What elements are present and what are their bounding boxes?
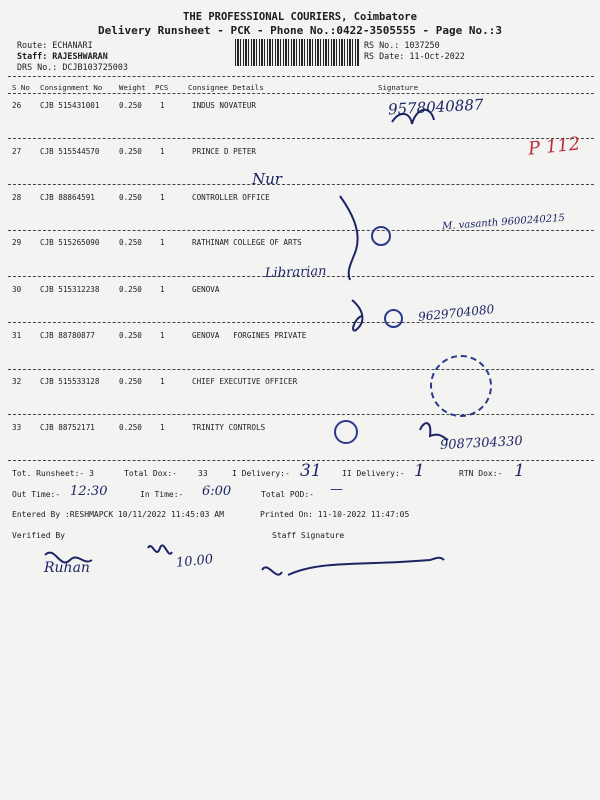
row-sno: 28 xyxy=(12,193,22,202)
drs-label: DRS No.: DCJB103725003 xyxy=(17,62,128,72)
row-pcs: 1 xyxy=(160,147,165,156)
row-weight: 0.250 xyxy=(119,377,142,386)
verifier-time: 10.00 xyxy=(175,552,214,571)
row-sno: 32 xyxy=(12,377,22,386)
staff-label: Staff: RAJESHWARAN xyxy=(17,51,108,61)
col-header-sno: S No xyxy=(12,83,30,92)
row-weight: 0.250 xyxy=(119,147,142,156)
col-header-signature: Signature xyxy=(378,83,419,92)
handwritten-phone: 9578040887 xyxy=(387,95,484,119)
row-consignee: RATHINAM COLLEGE OF ARTS xyxy=(192,238,302,247)
out-time-value: 12:30 xyxy=(70,484,108,499)
i-delivery-label: I Delivery:- xyxy=(232,469,290,478)
row-pcs: 1 xyxy=(160,101,165,110)
row-pcs: 1 xyxy=(160,285,165,294)
row-consignee: GENOVA FORGINES PRIVATE xyxy=(192,331,307,340)
staff-signature-label: Staff Signature xyxy=(272,531,345,540)
row-weight: 0.250 xyxy=(119,193,142,202)
handwritten-mark: P 112 xyxy=(527,133,582,160)
verifier-signature: Ruhan xyxy=(44,560,90,576)
row-pcs: 1 xyxy=(160,331,165,340)
stamp-seal xyxy=(384,309,403,328)
handwritten-phone: 9087304330 xyxy=(439,433,524,454)
i-delivery-value: 31 xyxy=(300,461,322,481)
rtn-dox-value: 1 xyxy=(514,461,525,481)
row-consignee: PRINCE D PETER xyxy=(192,147,257,156)
row-pcs: 1 xyxy=(160,193,165,202)
row-consignment: CJB 515312238 xyxy=(40,285,100,294)
row-consignee: CONTROLLER OFFICE xyxy=(192,193,270,202)
rtn-dox-label: RTN Dox:- xyxy=(459,469,503,478)
row-pcs: 1 xyxy=(160,423,165,432)
row-pcs: 1 xyxy=(160,238,165,247)
row-weight: 0.250 xyxy=(119,285,142,294)
row-weight: 0.250 xyxy=(119,238,142,247)
stamp-seal xyxy=(371,226,391,246)
in-time-label: In Time:- xyxy=(140,490,184,499)
row-consignment: CJB 515265090 xyxy=(40,238,100,247)
verified-by-label: Verified By xyxy=(12,531,65,540)
handwritten-name: Nur xyxy=(252,170,282,188)
out-time-label: Out Time:- xyxy=(12,490,61,499)
row-sno: 27 xyxy=(12,147,22,156)
col-header-pcs: PCS xyxy=(155,83,169,92)
row-consignment: CJB 515533128 xyxy=(40,377,100,386)
runsheet-subtitle: Delivery Runsheet - PCK - Phone No.:0422-3505555 - Page No.:3 xyxy=(98,24,502,37)
handwritten-phone: M. vasanth 9600240215 xyxy=(441,212,566,233)
row-sno: 30 xyxy=(12,285,22,294)
row-weight: 0.250 xyxy=(119,423,142,432)
total-runsheet-label: Tot. Runsheet:- 3 xyxy=(12,469,94,478)
rs-no-label: RS No.: 1037250 xyxy=(364,40,440,50)
rs-date-label: RS Date: 11-Oct-2022 xyxy=(364,51,465,61)
col-header-weight: Weight xyxy=(119,83,146,92)
total-dox-label: Total Dox:- xyxy=(124,469,177,478)
col-header-consignment: Consignment No xyxy=(40,83,103,92)
row-consignment: CJB 88780877 xyxy=(40,331,95,340)
row-pcs: 1 xyxy=(160,377,165,386)
row-consignment: CJB 88752171 xyxy=(40,423,95,432)
handwritten-designation: Librarian xyxy=(264,263,327,282)
in-time-value: 6:00 xyxy=(202,484,232,499)
row-sno: 29 xyxy=(12,238,22,247)
printed-on: Printed On: 11-10-2022 11:47:05 xyxy=(260,510,410,519)
stamp-seal xyxy=(334,420,358,444)
company-title: THE PROFESSIONAL COURIERS, Coimbatore xyxy=(183,11,417,23)
handwritten-phone: 9629704080 xyxy=(417,302,495,324)
ii-delivery-value: 1 xyxy=(414,461,425,481)
total-pod-value: — xyxy=(330,482,343,497)
total-dox-value: 33 xyxy=(198,469,208,478)
stamp-seal xyxy=(430,355,492,417)
total-pod-label: Total POD:- xyxy=(261,490,314,499)
row-consignee: TRINITY CONTROLS xyxy=(192,423,266,432)
ii-delivery-label: II Delivery:- xyxy=(342,469,405,478)
row-consignee: CHIEF EXECUTIVE OFFICER xyxy=(192,377,298,386)
route-label: Route: ECHANARI xyxy=(17,40,93,50)
row-consignee: GENOVA xyxy=(192,285,220,294)
col-header-consignee: Consignee Details xyxy=(188,83,264,92)
row-consignment: CJB 515431001 xyxy=(40,101,100,110)
row-consignee: INDUS NOVATEUR xyxy=(192,101,257,110)
entered-by: Entered By :RESHMAPCK 10/11/2022 11:45:03 AM xyxy=(12,510,224,519)
row-consignment: CJB 515544570 xyxy=(40,147,100,156)
row-sno: 31 xyxy=(12,331,22,340)
row-sno: 33 xyxy=(12,423,22,432)
row-sno: 26 xyxy=(12,101,22,110)
row-weight: 0.250 xyxy=(119,101,142,110)
row-consignment: CJB 88864591 xyxy=(40,193,95,202)
row-weight: 0.250 xyxy=(119,331,142,340)
